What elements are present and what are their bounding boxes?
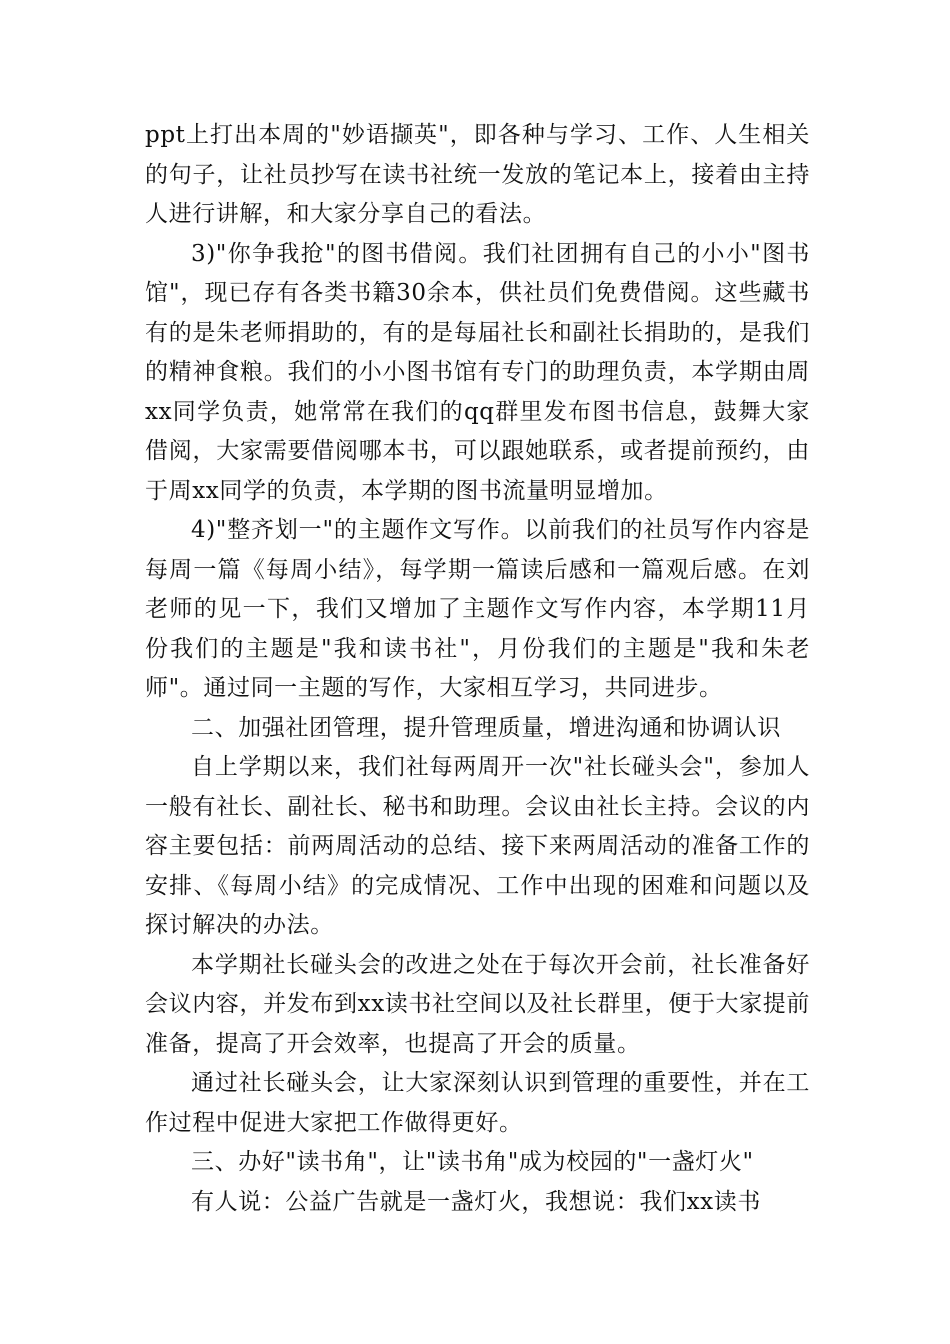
- paragraph-leaders-meeting: 自上学期以来，我们社每两周开一次"社长碰头会"，参加人一般有社长、副社长、秘书和助理。会议由社长主持。会议的内容主要包括：前两周活动的总结、接下来两周活动的准备工作的安排、《每周小结》的完成情况、工作中出现的困难和问题以及探讨解决的办法。: [145, 754, 810, 938]
- paragraph-meeting-benefit: 通过社长碰头会，让大家深刻认识到管理的重要性，并在工作过程中促进大家把工作做得更好。: [145, 1070, 810, 1136]
- paragraph-theme-writing: 4)"整齐划一"的主题作文写作。以前我们的社员写作内容是每周一篇《每周小结》，每学期一篇读后感和一篇观后感。在刘老师的见一下，我们又增加了主题作文写作内容，本学期11月份我们的主题是"我和读书社"，月份我们的主题是"我和朱老师"。通过同一主题的写作，大家相互学习，共同进步。: [145, 517, 810, 701]
- section-heading-reading-corner: 三、办好"读书角"，让"读书角"成为校园的"一盏灯火": [191, 1149, 754, 1175]
- paragraph-meeting-improvement: 本学期社长碰头会的改进之处在于每次开会前，社长准备好会议内容，并发布到xx读书社空间以及社长群里，便于大家提前准备，提高了开会效率，也提高了开会的质量。: [145, 951, 810, 1057]
- paragraph-public-ad: 有人说：公益广告就是一盏灯火，我想说：我们xx读书: [191, 1188, 761, 1215]
- section-heading-management: 二、加强社团管理，提升管理质量，增进沟通和协调认识: [191, 714, 781, 741]
- document-body: [145, 116, 810, 1222]
- paragraph-ppt-highlights: ppt上打出本周的"妙语撷英"，即各种与学习、工作、人生相关的句子，让社员抄写在读书社统一发放的笔记本上，接着由主持人进行讲解，和大家分享自己的看法。: [145, 122, 810, 227]
- paragraph-book-lending: 3)"你争我抢"的图书借阅。我们社团拥有自己的小小"图书馆"，现已存有各类书籍30余本，供社员们免费借阅。这些藏书有的是朱老师捐助的，有的是每届社长和副社长捐助的，是我们的精神食粮。我们的小小图书馆有专门的助理负责，本学期由周xx同学负责，她常常在我们的qq群里发布图书信息，鼓舞大家借阅，大家需要借阅哪本书，可以跟她联系，或者提前预约，由于周xx同学的负责，本学期的图书流量明显增加。: [145, 240, 810, 504]
